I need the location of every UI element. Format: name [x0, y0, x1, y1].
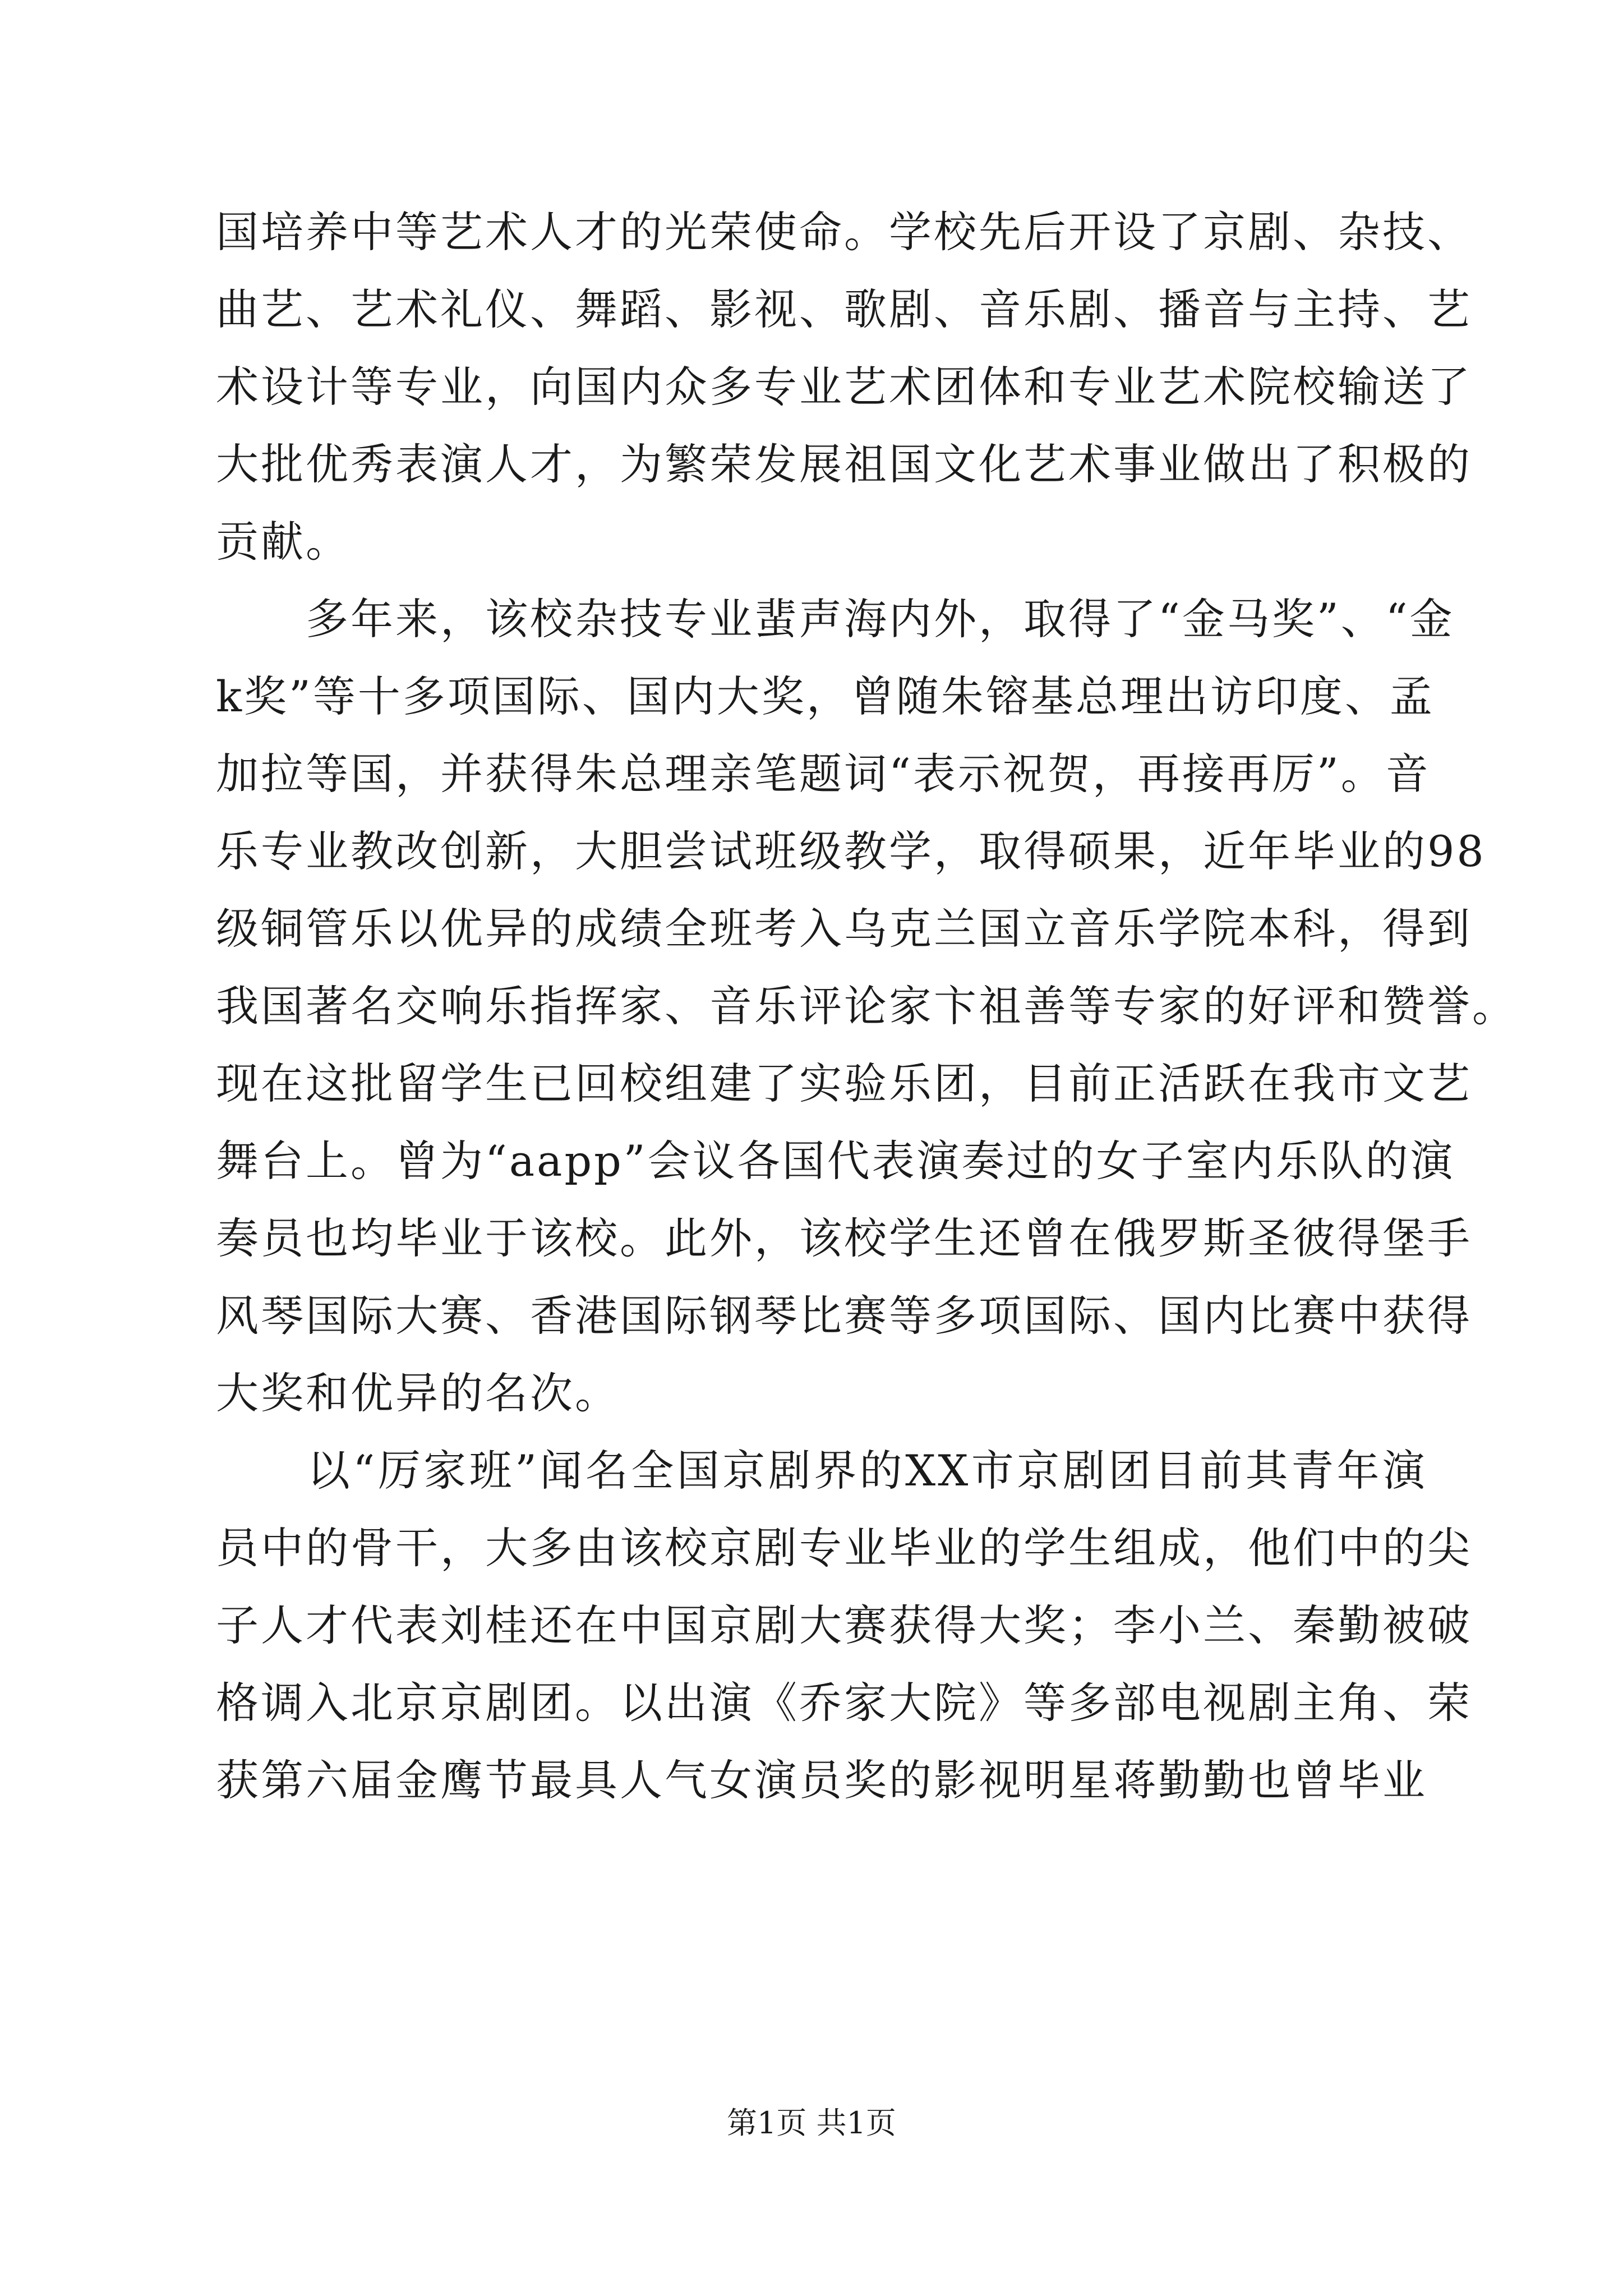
text-line: 以“厉家班”闻名全国京剧界的XX市京剧团目前其青年演 — [216, 1446, 1427, 1496]
text-line: 奏员也均毕业于该校。此外，该校学生还曾在俄罗斯圣彼得堡手 — [216, 1213, 1472, 1263]
text-line: 多年来，该校杂技专业蜚声海内外，取得了“金马奖”、“金 — [216, 594, 1455, 644]
text-line: 获第六届金鹰节最具人气女演员奖的影视明星蒋勤勤也曾毕业 — [216, 1755, 1427, 1805]
text-line: 舞台上。曾为“aapp”会议各国代表演奏过的女子室内乐队的演 — [216, 1136, 1455, 1186]
text-line: 乐专业教改创新，大胆尝试班级教学，取得硕果，近年毕业的98 — [216, 826, 1486, 876]
body-text — [216, 194, 1517, 1819]
page-footer — [0, 2101, 1623, 2146]
text-line: 我国著名交响乐指挥家、音乐评论家卞祖善等专家的好评和赞誉。 — [216, 981, 1517, 1031]
text-line: 现在这批留学生已回校组建了实验乐团，目前正活跃在我市文艺 — [216, 1059, 1472, 1108]
page-number-label: 第1页 共1页 — [727, 2105, 896, 2141]
text-line: 子人才代表刘桂还在中国京剧大赛获得大奖；李小兰、秦勤被破 — [216, 1600, 1472, 1650]
text-line: 大奖和优异的名次。 — [216, 1368, 620, 1418]
text-line: k奖”等十多项国际、国内大奖，曾随朱镕基总理出访印度、孟 — [216, 671, 1435, 721]
text-line: 风琴国际大赛、香港国际钢琴比赛等多项国际、国内比赛中获得 — [216, 1291, 1472, 1341]
text-line: 国培养中等艺术人才的光荣使命。学校先后开设了京剧、杂技、 — [216, 207, 1472, 257]
text-line: 大批优秀表演人才，为繁荣发展祖国文化艺术事业做出了积极的 — [216, 439, 1472, 489]
text-line: 术设计等专业，向国内众多专业艺术团体和专业艺术院校输送了 — [216, 362, 1472, 412]
text-line: 级铜管乐以优异的成绩全班考入乌克兰国立音乐学院本科，得到 — [216, 904, 1472, 954]
text-line: 员中的骨干，大多由该校京剧专业毕业的学生组成，他们中的尖 — [216, 1523, 1472, 1573]
text-line: 加拉等国，并获得朱总理亲笔题词“表示祝贺，再接再厉”。音 — [216, 749, 1431, 799]
text-line: 贡献。 — [216, 517, 351, 567]
text-line: 格调入北京京剧团。以出演《乔家大院》等多部电视剧主角、荣 — [216, 1678, 1472, 1728]
text-line: 曲艺、艺术礼仪、舞蹈、影视、歌剧、音乐剧、播音与主持、艺 — [216, 284, 1472, 334]
